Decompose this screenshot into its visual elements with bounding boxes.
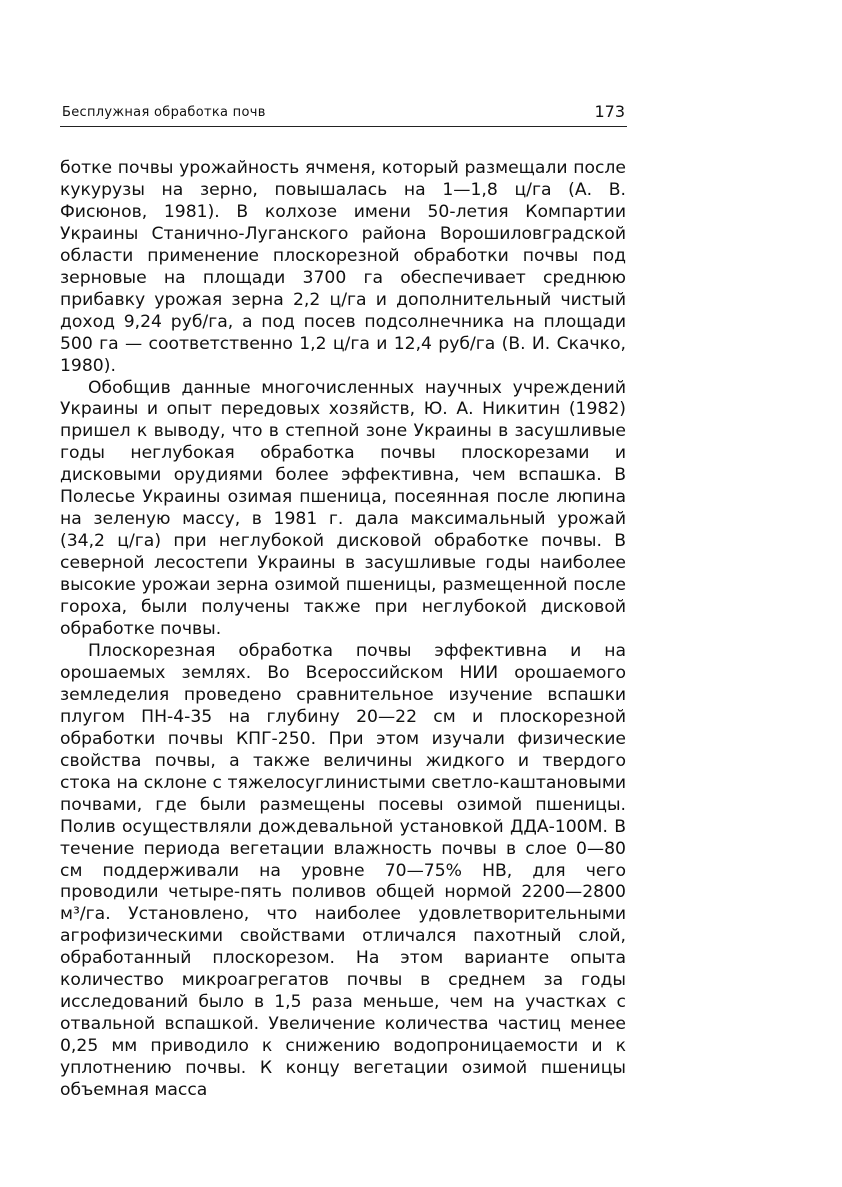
paragraph: Плоскорезная обработка почвы эффективна и на орошаемых землях. Во Всероссийском НИИ орошаемого земледелия проведено сравнительное изучение вспашки плугом ПН-4-35 на глубину 20—22 см и плоскорезной обработки почвы КПГ-250. При этом изучали физические свойства почвы, а также величины жидкого и твердого стока на склоне с тяжелосуглинистыми светло-каштановыми почвами, где были размещены посевы озимой пшеницы. Полив осуществляли дождевальной установкой ДДА-100М. В течение периода вегетации влажность почвы в слое 0—80 см поддерживали на уровне 70—75% НВ, для чего проводили четыре-пять поливов общей нормой 2200—2800 м³/га. Установлено, что наиболее удовлетворительными агрофизическими свойствами отличался пахотный слой, обработанный плоскорезом. На этом варианте опыта количество микроагрегатов почвы в среднем за годы исследований было в 1,5 раза меньше, чем на участках с отвальной вспашкой. Увеличение количества частиц менее 0,25 мм приводило к снижению водопроницаемости и к уплотнению почвы. К концу вегетации озимой пшеницы объемная масса: [60, 640, 626, 1101]
paragraph-continued: ботке почвы урожайность ячменя, который размещали после кукурузы на зерно, повышалась на 1—1,8 ц/га (А. В. Фисюнов, 1981). В колхозе имени 50-летия Компартии Украины Станично-Луганского района Ворошиловградской области применение плоскорезной обработки почвы под зерновые на площади 3700 га обеспечивает среднюю прибавку урожая зерна 2,2 ц/га и дополнительный чистый доход 9,24 руб/га, а под посев подсолнечника на площади 500 га — соответственно 1,2 ц/га и 12,4 руб/га (В. И. Скачко, 1980).: [60, 158, 626, 376]
running-header: [60, 100, 627, 127]
body-text: [60, 158, 626, 1102]
page-number: 173: [594, 102, 625, 121]
running-title: Бесплужная обработка почв: [62, 105, 266, 120]
paragraph: Обобщив данные многочисленных научных учреждений Украины и опыт передовых хозяйств, Ю. А. Никитин (1982) пришел к выводу, что в степной зоне Украины в засушливые годы неглубокая обработка почвы плоскорезами и дисковыми орудиями более эффективна, чем вспашка. В Полесье Украины озимая пшеница, посеянная после люпина на зеленую массу, в 1981 г. дала максимальный урожай (34,2 ц/га) при неглубокой дисковой обработке почвы. В северной лесостепи Украины в засушливые годы наиболее высокие урожаи зерна озимой пшеницы, размещенной после гороха, были получены также при неглубокой дисковой обработке почвы.: [60, 377, 626, 640]
